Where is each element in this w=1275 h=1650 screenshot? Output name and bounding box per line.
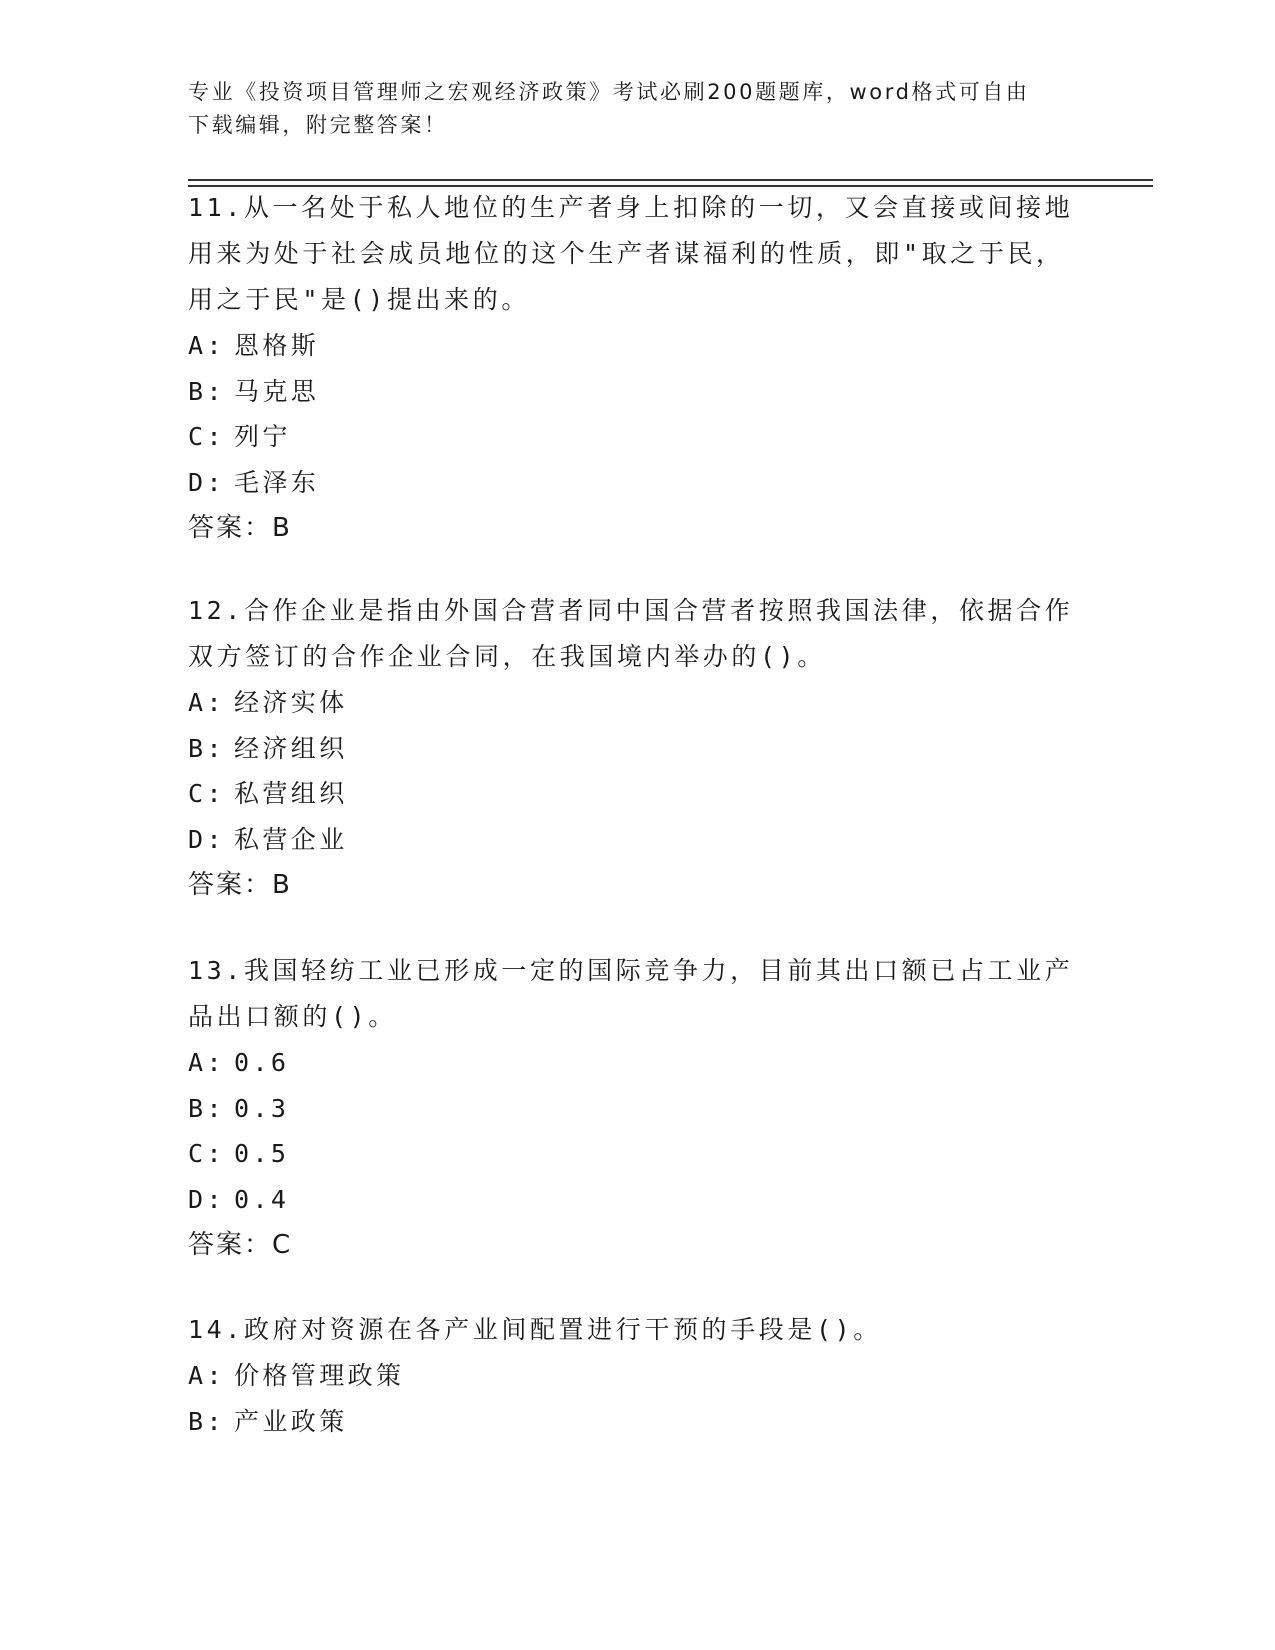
question-12 — [188, 588, 1088, 908]
option-letter: C: — [188, 779, 225, 808]
option-d — [188, 460, 1088, 506]
answer-text: 答案：B — [188, 513, 292, 543]
header-line: 专业《投资项目管理师之宏观经济政策》考试必刷200题题库，word格式可自由 — [188, 80, 1030, 104]
question-stem-line: 14.政府对资源在各产业间配置进行干预的手段是()。 — [188, 1315, 882, 1344]
option-b — [188, 1399, 1088, 1445]
question-stem-line: 用来为处于社会成员地位的这个生产者谋福利的性质，即"取之于民， — [188, 239, 1065, 268]
option-b — [188, 369, 1088, 415]
option-c — [188, 1131, 1088, 1177]
option-text: 马克思 — [234, 376, 320, 406]
question-11 — [188, 185, 1088, 551]
answer-text: 答案：B — [188, 870, 292, 900]
option-letter: A: — [188, 688, 225, 717]
option-text: 0.3 — [234, 1093, 290, 1123]
option-a — [188, 323, 1088, 369]
option-letter: A: — [188, 331, 225, 360]
option-letter: B: — [188, 1406, 225, 1436]
question-stem-line: 双方签订的合作企业合同，在我国境内举办的()。 — [188, 642, 826, 671]
option-letter: B: — [188, 733, 225, 763]
option-text: 经济实体 — [234, 688, 348, 717]
option-text: 0.6 — [234, 1048, 290, 1077]
option-c — [188, 771, 1088, 817]
option-letter: C: — [188, 422, 225, 451]
header-divider-top — [188, 179, 1153, 181]
option-letter: C: — [188, 1139, 225, 1168]
option-a — [188, 680, 1088, 726]
question-stem-line: 11.从一名处于私人地位的生产者身上扣除的一切，又会直接或间接地 — [188, 193, 1074, 222]
option-c — [188, 414, 1088, 460]
option-b — [188, 726, 1088, 772]
option-text: 0.5 — [234, 1139, 290, 1168]
option-letter: B: — [188, 1093, 225, 1123]
option-text: 私营组织 — [234, 779, 348, 808]
option-letter: A: — [188, 1048, 225, 1077]
document-header — [188, 76, 1088, 142]
option-a — [188, 1040, 1088, 1086]
option-text: 毛泽东 — [234, 467, 320, 497]
option-letter: B: — [188, 376, 225, 406]
option-text: 0.4 — [234, 1184, 290, 1214]
option-letter: A: — [188, 1361, 225, 1390]
option-letter: D: — [188, 824, 225, 854]
option-a — [188, 1353, 1088, 1399]
option-b — [188, 1086, 1088, 1132]
question-stem-line: 13.我国轻纺工业已形成一定的国际竞争力，目前其出口额已占工业产 — [188, 956, 1074, 985]
question-stem-line: 品出口额的()。 — [188, 1002, 397, 1031]
question-stem-line: 12.合作企业是指由外国合营者同中国合营者按照我国法律，依据合作 — [188, 596, 1074, 625]
option-text: 私营企业 — [234, 824, 348, 854]
option-text: 经济组织 — [234, 733, 348, 763]
option-text: 恩格斯 — [234, 331, 320, 360]
question-14 — [188, 1307, 1088, 1444]
option-letter: D: — [188, 1184, 225, 1214]
option-text: 价格管理政策 — [234, 1361, 405, 1390]
header-line: 下载编辑，附完整答案！ — [188, 113, 448, 137]
option-text: 列宁 — [234, 422, 291, 451]
option-letter: D: — [188, 467, 225, 497]
question-stem-line: 用之于民"是()提出来的。 — [188, 285, 530, 314]
answer-text: 答案：C — [188, 1230, 293, 1260]
question-13 — [188, 948, 1088, 1268]
option-d — [188, 1177, 1088, 1223]
option-d — [188, 817, 1088, 863]
option-text: 产业政策 — [234, 1406, 348, 1436]
